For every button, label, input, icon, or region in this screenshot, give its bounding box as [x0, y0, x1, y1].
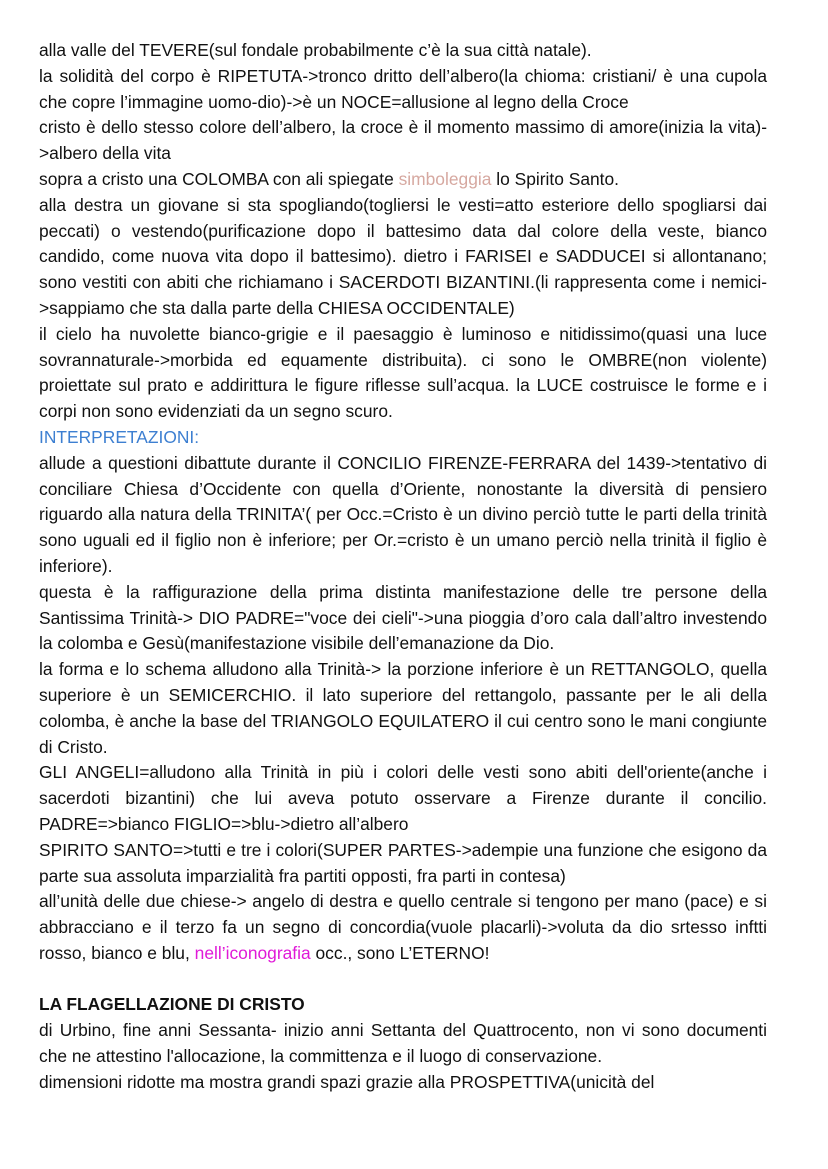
paragraph-trinita: questa è la raffigurazione della prima distinta manifestazione delle tre persone della Santissima Trinità-> DIO PADRE="voce dei cieli"->una pioggia d’oro cala dall’altro investendo la colomba e Gesù(manifestazione visibile dell’emanazione da Dio. — [39, 581, 767, 654]
section-title: LA FLAGELLAZIONE DI CRISTO — [39, 994, 305, 1015]
paragraph-concilio: allude a questioni dibattute durante il CONCILIO FIRENZE-FERRARA del 1439->tentativo di conciliare Chiesa d’Occidente con quella d’Oriente, nonostante la diversità di pensiero riguardo alla natura della TRINITA’( per Occ.=Cristo è un divino perciò tutte le parti della trinità sono uguali ed il figlio non è inferiore; per Or.=cristo è un umano perciò nella trinità il figlio è inferiore). — [39, 452, 767, 576]
interpretazioni-heading: INTERPRETAZIONI: — [39, 426, 200, 447]
text-segment: lo Spirito Santo. — [491, 168, 620, 189]
paragraph-urbino: di Urbino, fine anni Sessanta- inizio anni Settanta del Quattrocento, non vi sono documenti che ne attestino l'allocazione, la committenza e il luogo di conservazione. — [39, 1020, 767, 1067]
highlighted-word: nell’iconografia — [194, 942, 311, 963]
paragraph-spirito-santo: SPIRITO SANTO=>tutti e tre i colori(SUPER PARTES->adempie una funzione che esigono da parte sua assoluta imparzialità fra partiti opposti, fra parti in contesa) — [39, 839, 767, 886]
paragraph-solidita: la solidità del corpo è RIPETUTA->tronco dritto dell’albero(la chioma: cristiani/ è una cupola che copre l’immagine uomo-dio)->è un NOCE=allusione al legno della Croce — [39, 65, 767, 112]
paragraph-albero-vita: cristo è dello stesso colore dell’albero, la croce è il momento massimo di amore(inizia la vita)->albero della vita — [39, 117, 767, 164]
text-segment: occ., sono L’ETERNO! — [310, 942, 490, 963]
paragraph-giovane: alla destra un giovane si sta spogliando(togliersi le vesti=atto esteriore dello spogliarsi dai peccati) o vestendo(purificazione dopo il battesimo data dal colore della veste, bianco candido, come nuova vita dopo il battesimo). dietro i FARISEI e SADDUCEI si allontanano; sono vestiti con abiti che richiamano i SACERDOTI BIZANTINI.(li rappresenta come i nemici->sappiamo che sta dalla parte della CHIESA OCCIDENTALE) — [39, 194, 767, 318]
paragraph-colomba — [39, 167, 767, 193]
document-page — [39, 38, 767, 1096]
text-segment: all’unità delle due chiese-> angelo di destra e quello centrale si tengono per mano (pace) e si abbracciano e il terzo fa un segno di concordia(vuole placarli)->voluta da dio srtesso inftti rosso, bianco e blu, — [39, 891, 767, 963]
paragraph-angeli: GLI ANGELI=alludono alla Trinità in più i colori delle vesti sono abiti dell'oriente(anche i sacerdoti bizantini) che lui aveva potuto osservare a Firenze durante il concilio. PADRE=>bianco FIGLIO=>blu->dietro all’albero — [39, 762, 767, 834]
text-segment: sopra a cristo una COLOMBA con ali spiegate — [39, 168, 399, 189]
paragraph-dimensioni: dimensioni ridotte ma mostra grandi spazi grazie alla PROSPETTIVA(unicità del — [39, 1071, 655, 1092]
highlighted-word: simboleggia — [398, 168, 492, 189]
paragraph-cielo: il cielo ha nuvolette bianco-grigie e il paesaggio è luminoso e nitidissimo(quasi una luce sovrannaturale->morbida ed equamente distribuita). ci sono le OMBRE(non violente) proiettate sul prato e addirittura le figure riflesse sull’acqua. la LUCE costruisce le forme e i corpi non sono evidenziati da un segno scuro. — [39, 323, 767, 422]
paragraph-unita-chiese — [39, 889, 767, 966]
paragraph-forma-schema: la forma e lo schema alludono alla Trinità-> la porzione inferiore è un RETTANGOLO, quella superiore è un SEMICERCHIO. il lato superiore del rettangolo, passante per le ali della colomba, è anche la base del TRIANGOLO EQUILATERO il cui centro sono le mani congiunte di Cristo. — [39, 659, 767, 757]
blank-line — [39, 967, 767, 993]
paragraph-tevere: alla valle del TEVERE(sul fondale probabilmente c’è la sua città natale). — [39, 40, 592, 60]
